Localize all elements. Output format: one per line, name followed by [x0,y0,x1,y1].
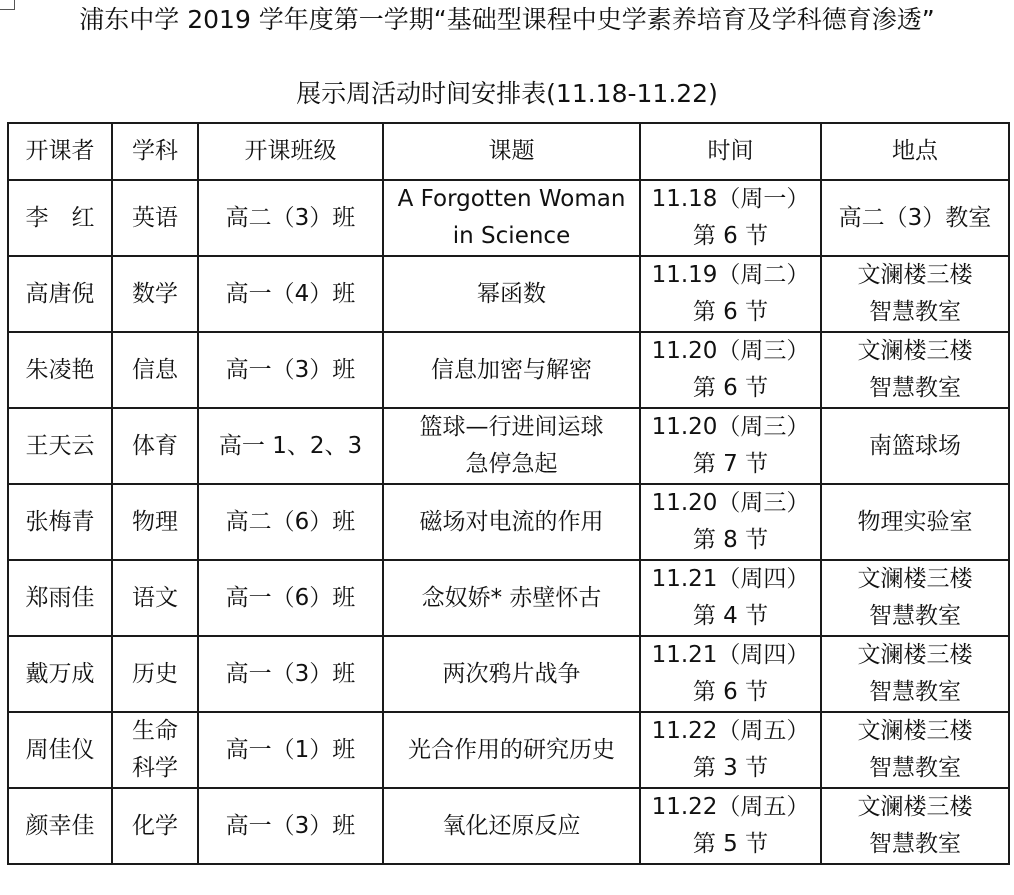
cell-location-line: 智慧教室 [869,755,961,781]
cell-subject [112,408,198,484]
cell-location-line: 智慧教室 [869,299,961,325]
cell-time-line: 第 8 节 [692,527,769,553]
table-row [8,180,1009,256]
cell-time [640,256,821,332]
cell-location-line: 文澜楼三楼 [857,338,973,364]
cell-time [640,484,821,560]
cell-location-line: 文澜楼三楼 [857,642,973,668]
cell-topic-line: 磁场对电流的作用 [419,508,604,535]
cell-location [821,180,1009,256]
cell-teacher: 戴万成 [8,636,112,712]
cell-time [640,332,821,408]
cell-time [640,180,821,256]
cell-teacher: 李 红 [8,180,112,256]
cell-location [821,332,1009,408]
cell-time-line: 第 5 节 [692,831,769,857]
cell-topic [383,560,640,636]
cell-location-line: 高二（3）教室 [838,204,992,231]
cell-subject-line: 科学 [132,755,178,781]
cell-location-line: 智慧教室 [869,375,961,401]
cell-location-line: 智慧教室 [869,831,961,857]
cell-class: 高一（6）班 [198,560,383,636]
cell-time [640,560,821,636]
cell-time-line: 第 6 节 [692,299,769,325]
cell-subject-line: 语文 [132,584,178,611]
cell-time-line: 第 6 节 [692,375,769,401]
header-subject: 学科 [112,123,198,180]
cell-time-line: 第 3 节 [692,755,769,781]
cell-location [821,256,1009,332]
cell-time-line: 11.20（周三） [651,338,810,364]
cell-subject [112,712,198,788]
cell-teacher: 周佳仪 [8,712,112,788]
cell-class: 高一 1、2、3 [198,408,383,484]
cell-time-line: 11.20（周三） [651,490,810,516]
cell-topic-line: 念奴娇* 赤壁怀古 [421,584,602,611]
cell-time-line: 11.21（周四） [651,642,810,668]
cell-subject [112,332,198,408]
cell-teacher: 郑雨佳 [8,560,112,636]
cell-time-line: 11.18（周一） [651,186,810,212]
cell-location-line: 文澜楼三楼 [857,794,973,820]
cell-time-line: 第 6 节 [692,223,769,249]
cell-location-line: 物理实验室 [857,508,973,535]
cell-topic-line: in Science [452,223,571,249]
cell-time [640,788,821,864]
cell-time-line: 第 7 节 [692,451,769,477]
cell-subject-line: 体育 [132,432,178,459]
cell-time-line: 11.22（周五） [651,794,810,820]
cell-topic [383,180,640,256]
cell-subject-line: 英语 [132,204,178,231]
table-header-row [8,123,1009,180]
cell-location-line: 智慧教室 [869,603,961,629]
document-title-line-2: 展示周活动时间安排表(11.18-11.22) [296,79,718,108]
cell-topic [383,788,640,864]
cell-topic-line: 氧化还原反应 [442,812,581,839]
cell-location [821,484,1009,560]
cell-location [821,788,1009,864]
header-location: 地点 [821,123,1009,180]
cell-class: 高二（3）班 [198,180,383,256]
header-topic: 课题 [383,123,640,180]
table-row [8,408,1009,484]
document-title-line-1: 浦东中学 2019 学年度第一学期“基础型课程中史学素养培育及学科德育渗透” [79,5,935,34]
table-row [8,788,1009,864]
cell-class: 高一（4）班 [198,256,383,332]
cell-location-line: 智慧教室 [869,679,961,705]
cell-time-line: 第 6 节 [692,679,769,705]
table-row [8,332,1009,408]
cell-topic-line: 信息加密与解密 [431,356,592,383]
header-teacher: 开课者 [8,123,112,180]
cell-time-line: 第 4 节 [692,603,769,629]
cell-subject [112,788,198,864]
cell-location [821,712,1009,788]
cell-topic-line: 幂函数 [477,280,546,307]
cell-subject-line: 历史 [132,660,178,687]
cell-topic-line: 篮球—行进间运球 [419,414,604,440]
cell-time-line: 11.20（周三） [651,414,810,440]
cell-location-line: 文澜楼三楼 [857,718,973,744]
cell-subject [112,180,198,256]
cell-time [640,408,821,484]
cell-class: 高一（3）班 [198,788,383,864]
schedule-table-body [8,123,1009,864]
cell-topic [383,712,640,788]
cell-class: 高一（3）班 [198,636,383,712]
cell-class: 高一（3）班 [198,332,383,408]
cell-topic [383,636,640,712]
cell-teacher: 朱凌艳 [8,332,112,408]
cell-location [821,636,1009,712]
cell-time-line: 11.19（周二） [651,262,810,288]
cell-subject-line: 物理 [132,508,178,535]
cell-time [640,712,821,788]
cell-topic [383,484,640,560]
cell-location [821,408,1009,484]
cell-topic-line: 急停急起 [465,451,558,477]
table-row [8,484,1009,560]
table-row [8,256,1009,332]
cell-teacher: 颜幸佳 [8,788,112,864]
table-row [8,560,1009,636]
cell-class: 高一（1）班 [198,712,383,788]
cell-subject-line: 信息 [132,356,178,383]
cell-subject [112,484,198,560]
cell-topic [383,332,640,408]
cell-teacher: 张梅青 [8,484,112,560]
cell-location-line: 南篮球场 [869,432,961,459]
schedule-table [7,122,1010,865]
cell-topic [383,256,640,332]
cell-subject [112,636,198,712]
cell-location [821,560,1009,636]
cell-subject [112,560,198,636]
cell-time [640,636,821,712]
cell-topic-line: 光合作用的研究历史 [408,736,615,763]
cell-class: 高二（6）班 [198,484,383,560]
cell-teacher: 高唐倪 [8,256,112,332]
cell-time-line: 11.22（周五） [651,718,810,744]
cell-topic-line: 两次鸦片战争 [442,660,581,687]
cell-subject-line: 化学 [132,812,178,839]
cell-location-line: 文澜楼三楼 [857,566,973,592]
cell-topic [383,408,640,484]
cell-topic-line: A Forgotten Woman [397,186,626,212]
cell-teacher: 王天云 [8,408,112,484]
cell-subject [112,256,198,332]
cell-location-line: 文澜楼三楼 [857,262,973,288]
table-row [8,712,1009,788]
cell-time-line: 11.21（周四） [651,566,810,592]
header-time: 时间 [640,123,821,180]
cell-subject-line: 生命 [132,718,178,744]
cell-subject-line: 数学 [132,280,178,307]
header-class: 开课班级 [198,123,383,180]
table-row [8,636,1009,712]
